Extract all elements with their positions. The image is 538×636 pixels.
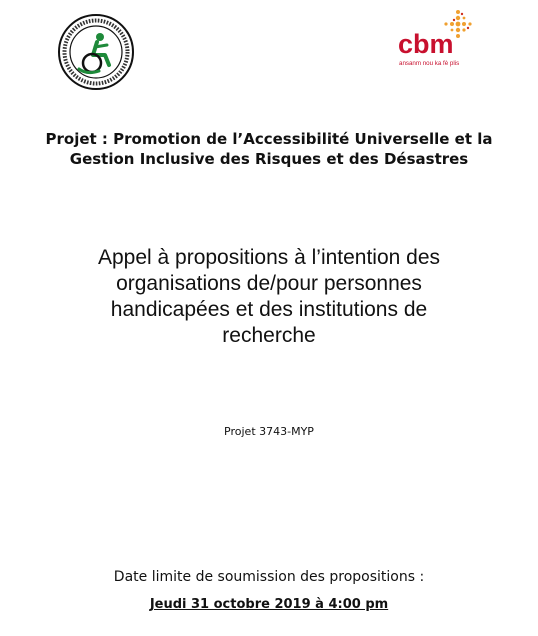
cbm-logo	[396, 8, 480, 70]
cbm-wordmark: cbm	[398, 29, 454, 59]
call-heading-line-4: recherche	[222, 324, 316, 347]
call-for-proposals-heading	[30, 245, 508, 349]
call-heading-line-3: handicapées et des institutions de	[110, 298, 428, 321]
call-heading-line-1: Appel à propositions à l’intention des	[97, 246, 441, 269]
deadline-label: Date limite de soumission des propositions :	[113, 569, 425, 585]
project-title	[20, 129, 518, 169]
project-number: Projet 3743-MYP	[224, 425, 314, 438]
deadline-date: Jeudi 31 octobre 2019 à 4:00 pm	[149, 597, 389, 612]
project-title-line-2: Gestion Inclusive des Risques et des Désastres	[69, 150, 469, 168]
project-title-line-1: Projet : Promotion de l’Accessibilité Universelle et la	[45, 130, 493, 148]
cbm-tagline: ansanm nou ka fè plis	[399, 60, 460, 67]
call-heading-line-2: organisations de/pour personnes	[116, 272, 422, 295]
bseiph-seal-logo	[57, 13, 135, 91]
